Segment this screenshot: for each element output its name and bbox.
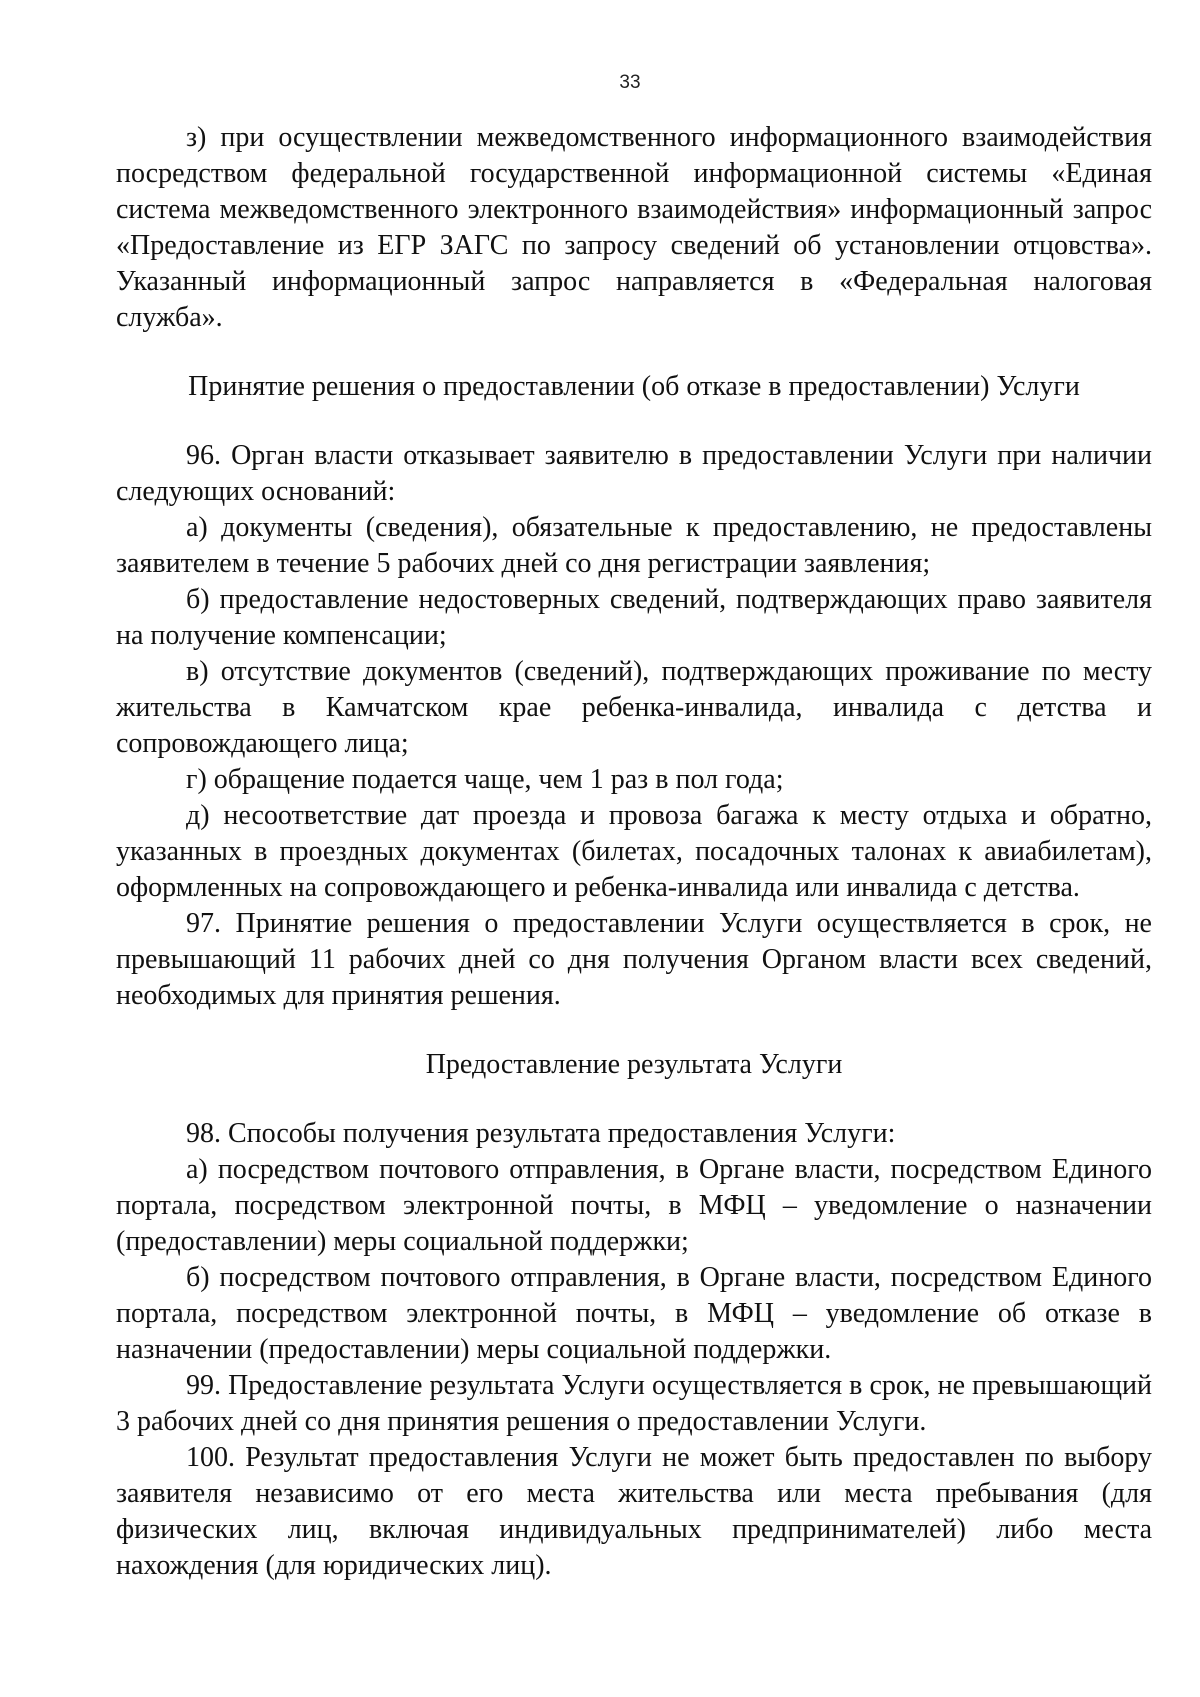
paragraph-98-b: б) посредством почтового отправления, в Органе власти, посредством Единого портала, посредством электронной почты, в МФЦ – уведомление об отказе в назначении (предоставлении) меры социальной поддержки. <box>116 1262 1152 1365</box>
paragraph-99-result-term: 99. Предоставление результата Услуги осуществляется в срок, не превышающий 3 рабочих дней со дня принятия решения о предоставлении Услуги. <box>116 1370 1152 1437</box>
page-number: 33 <box>619 72 641 93</box>
paragraph-96-d: д) несоответствие дат проезда и провоза багажа к месту отдыха и обратно, указанных в проездных документах (билетах, посадочных талонах к авиабилетам), оформленных на сопровождающего и ребенка-инвалида или инвалида с детства. <box>116 800 1152 903</box>
paragraph-96-a: а) документы (сведения), обязательные к предоставлению, не предоставлены заявителем в течение 5 рабочих дней со дня регистрации заявления; <box>116 512 1152 579</box>
paragraph-98-result-methods: 98. Способы получения результата предоставления Услуги: <box>186 1118 896 1149</box>
section-heading-result: Предоставление результата Услуги <box>425 1049 843 1080</box>
paragraph-96-v: в) отсутствие документов (сведений), подтверждающих проживание по месту жительства в Камчатском крае ребенка-инвалида, инвалида с детства и сопровождающего лица; <box>116 656 1152 759</box>
document-body <box>116 120 1152 1584</box>
paragraph-98-a: а) посредством почтового отправления, в Органе власти, посредством Единого портала, посредством электронной почты, в МФЦ – уведомление о назначении (предоставлении) меры социальной поддержки; <box>116 1154 1152 1257</box>
paragraph-96-refusal-grounds: 96. Орган власти отказывает заявителю в предоставлении Услуги при наличии следующих оснований: <box>116 440 1152 507</box>
section-heading-decision: Принятие решения о предоставлении (об отказе в предоставлении) Услуги <box>188 371 1080 402</box>
paragraph-96-g: г) обращение подается чаще, чем 1 раз в пол года; <box>186 764 784 795</box>
paragraph-z-interdepartmental-request: з) при осуществлении межведомственного информационного взаимодействия посредством федеральной государственной информационной системы «Единая система межведомственного электронного взаимодействия» информационный запрос «Предоставление из ЕГР ЗАГС по запросу сведений об установлении отцовства». Указанный информационный запрос направляется в «Федеральная налоговая служба». <box>116 122 1152 333</box>
paragraph-100-extraterritorial: 100. Результат предоставления Услуги не может быть предоставлен по выбору заявителя независимо от его места жительства или места пребывания (для физических лиц, включая индивидуальных предпринимателей) либо места нахождения (для юридических лиц). <box>116 1442 1152 1581</box>
paragraph-97-decision-term: 97. Принятие решения о предоставлении Услуги осуществляется в срок, не превышающий 11 рабочих дней со дня получения Органом власти всех сведений, необходимых для принятия решения. <box>116 908 1152 1011</box>
paragraph-96-b: б) предоставление недостоверных сведений, подтверждающих право заявителя на получение компенсации; <box>116 584 1152 651</box>
